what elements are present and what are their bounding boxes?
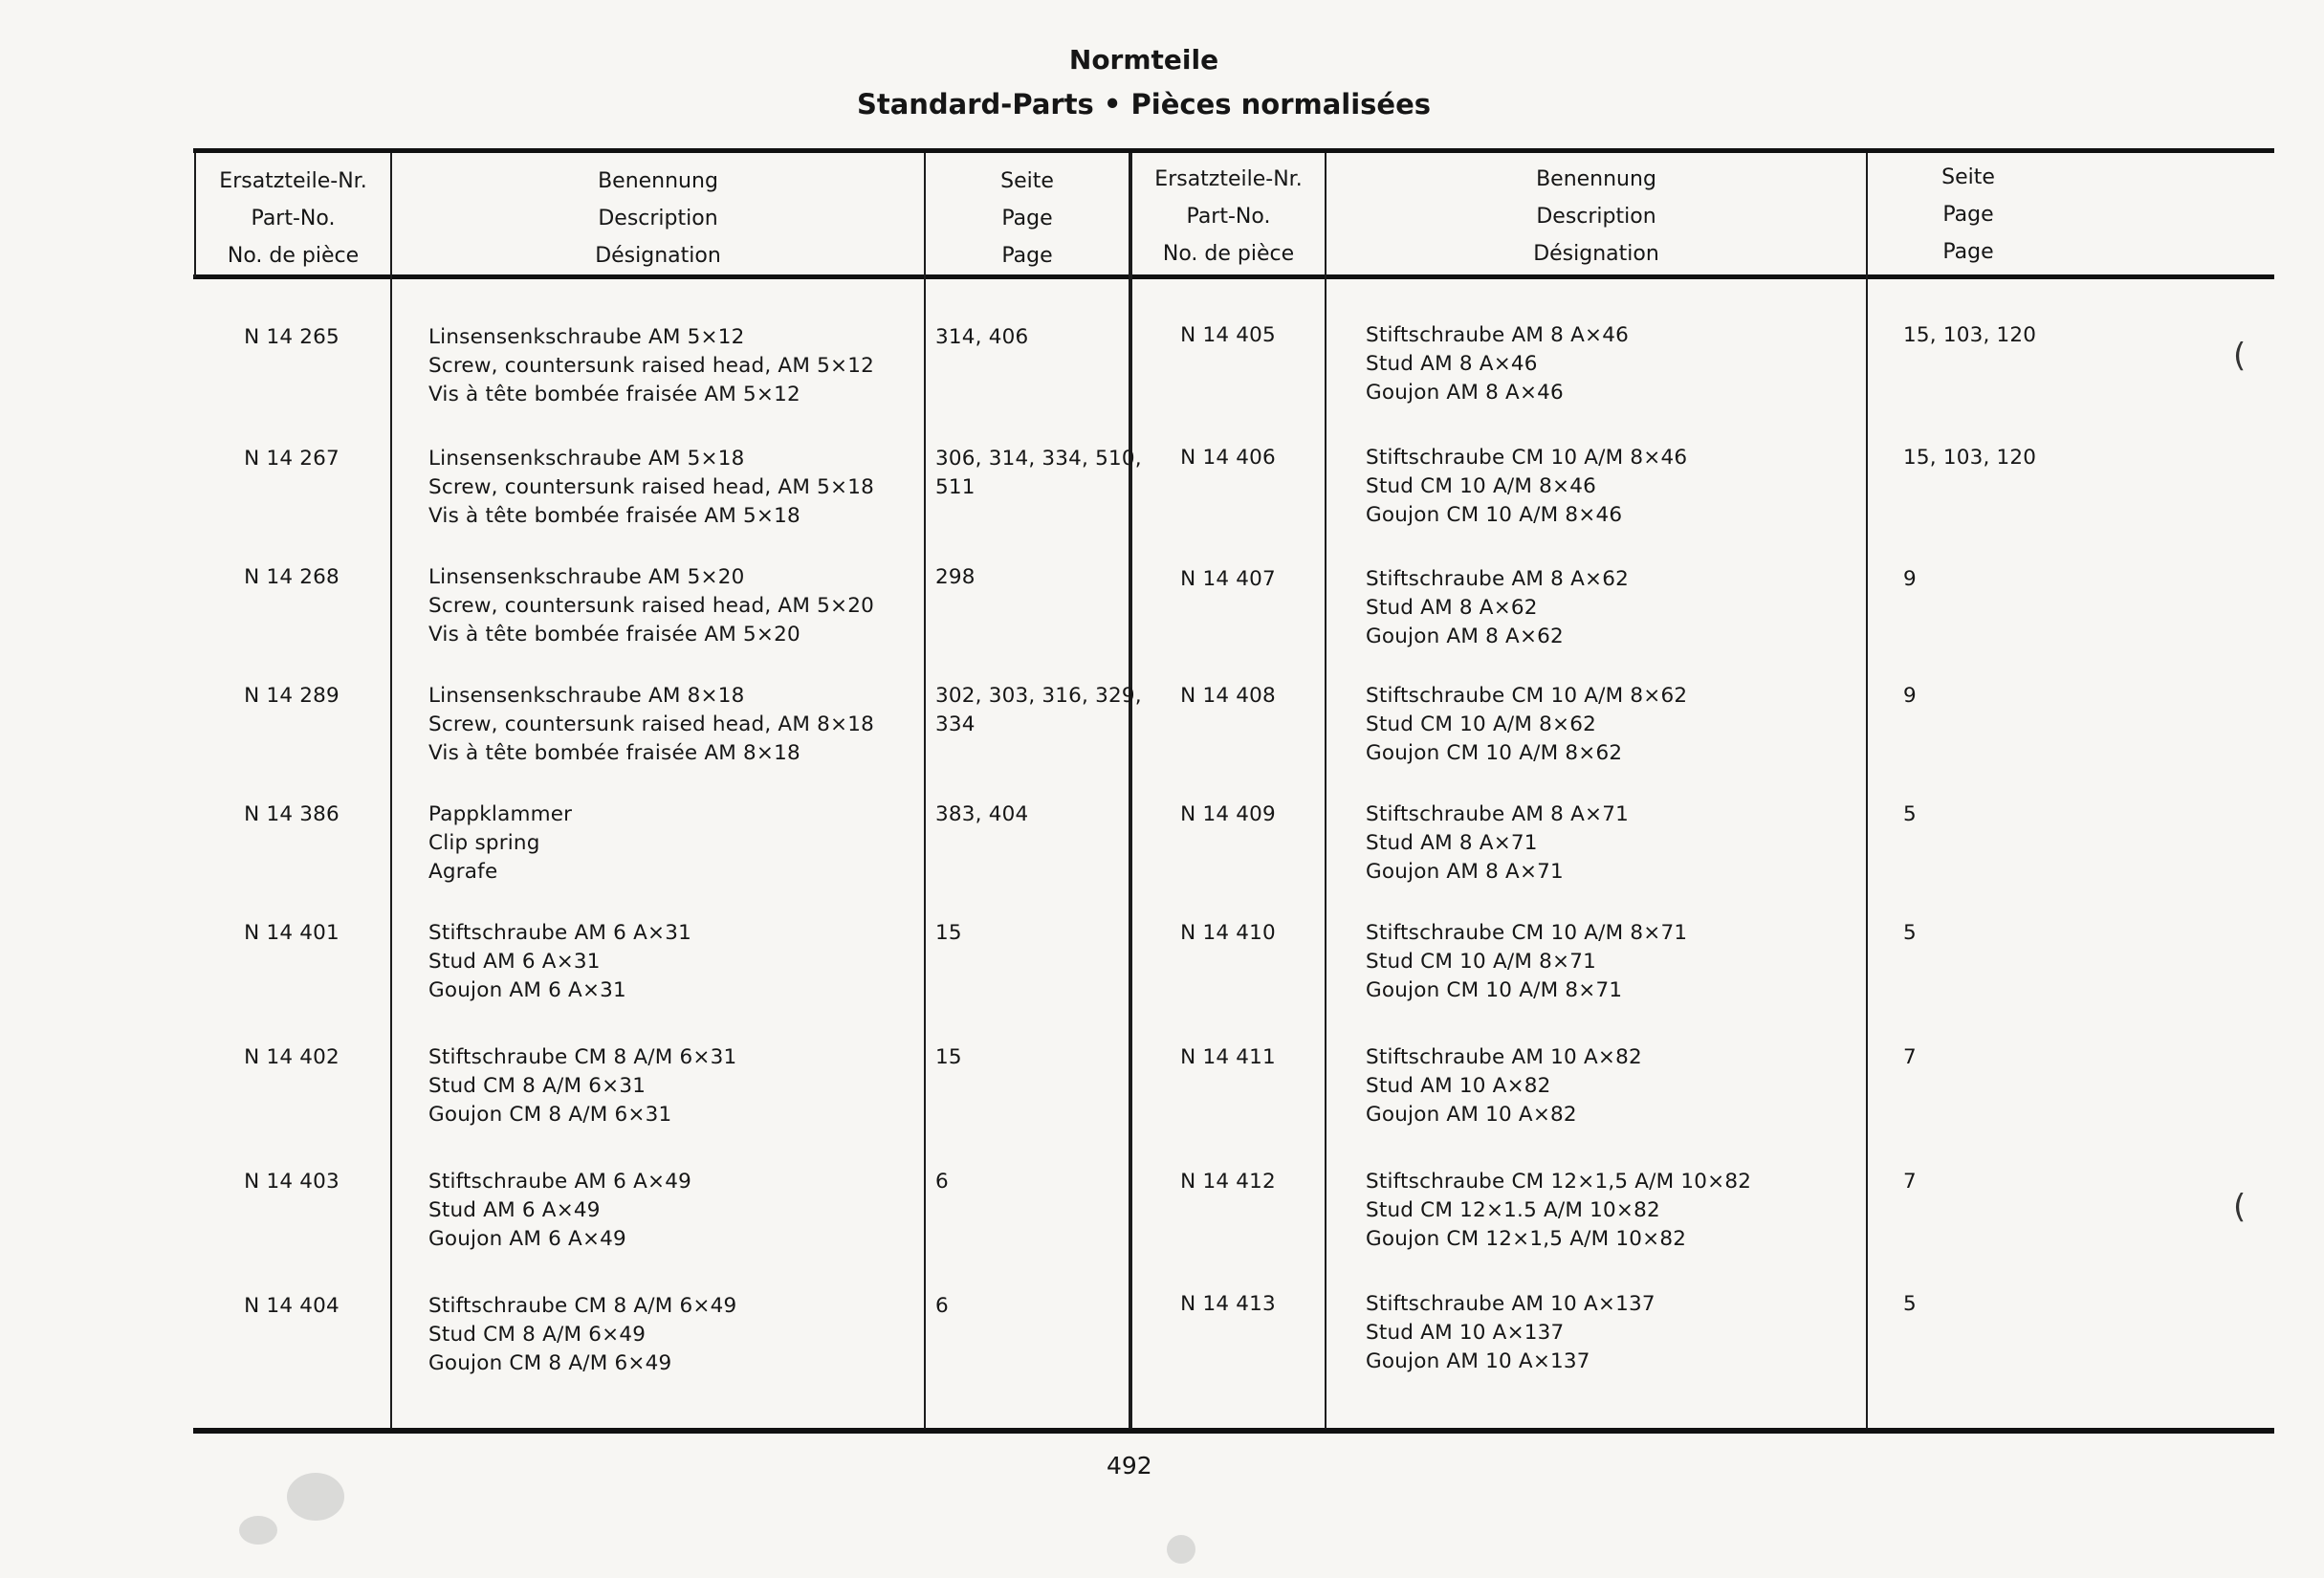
description-line: Goujon AM 6 A×31 [428, 978, 626, 1002]
description-line: Screw, countersunk raised head, AM 5×12 [428, 354, 874, 378]
part-number: N 14 408 [1180, 684, 1276, 708]
description-line: Pappklammer [428, 802, 573, 826]
description-line: Goujon CM 10 A/M 8×71 [1366, 978, 1623, 1002]
header-page-fr: Page [1001, 244, 1053, 268]
page-reference [1903, 1043, 1917, 1072]
description-line: Vis à tête bombée fraisée AM 5×20 [428, 623, 800, 647]
page-reference-line: 5 [1903, 802, 1917, 826]
part-number: N 14 409 [1180, 802, 1276, 826]
description-line: Stiftschraube AM 6 A×49 [428, 1170, 691, 1194]
header-bottom-rule [193, 274, 2274, 279]
page-reference-line: 15, 103, 120 [1903, 446, 2037, 470]
page-number: 492 [1107, 1452, 1152, 1479]
part-number: N 14 405 [1180, 323, 1276, 347]
part-number: N 14 401 [244, 921, 340, 945]
description-line: Stud AM 8 A×71 [1366, 831, 1538, 855]
page-reference [935, 1168, 949, 1196]
part-description [428, 1043, 736, 1129]
page-reference-line: 9 [1903, 684, 1917, 708]
page-reference [1903, 800, 1917, 829]
part-description [1366, 444, 1687, 530]
description-line: Goujon AM 6 A×49 [428, 1227, 626, 1251]
page-reference [935, 1292, 949, 1321]
description-line: Goujon CM 10 A/M 8×46 [1366, 503, 1623, 527]
column-divider [1325, 153, 1326, 1429]
description-line: Stud CM 8 A/M 6×49 [428, 1323, 647, 1347]
description-line: Agrafe [428, 860, 498, 884]
description-line: Stiftschraube CM 10 A/M 8×71 [1366, 921, 1688, 945]
description-line: Stiftschraube AM 10 A×82 [1366, 1045, 1642, 1069]
column-divider [390, 153, 392, 1429]
header-page-fr: Page [1942, 240, 1994, 264]
part-number: N 14 386 [244, 802, 340, 826]
description-line: Stud AM 10 A×82 [1366, 1074, 1551, 1098]
part-description [1366, 800, 1629, 887]
header-partno-fr: No. de pièce [227, 244, 360, 268]
description-line: Linsensenkschraube AM 5×18 [428, 447, 745, 471]
description-line: Stud AM 6 A×31 [428, 950, 601, 974]
table-top-rule [193, 148, 2274, 153]
description-line: Stiftschraube AM 8 A×46 [1366, 323, 1629, 347]
page-reference [935, 445, 1142, 502]
page-reference [935, 682, 1142, 739]
column-divider [1866, 153, 1868, 1429]
part-number: N 14 403 [244, 1170, 340, 1194]
part-description [1366, 321, 1629, 407]
page-reference-line: 511 [935, 475, 976, 499]
description-line: Stiftschraube CM 8 A/M 6×31 [428, 1045, 737, 1069]
description-line: Stiftschraube CM 8 A/M 6×49 [428, 1294, 737, 1318]
page-reference-line: 302, 303, 316, 329, [935, 684, 1142, 708]
description-line: Stud AM 6 A×49 [428, 1198, 601, 1222]
header-partno-right [1132, 161, 1325, 273]
part-number: N 14 410 [1180, 921, 1276, 945]
part-description [428, 682, 874, 768]
part-description [428, 800, 572, 887]
description-line: Stiftschraube AM 6 A×31 [428, 921, 691, 945]
header-page [926, 163, 1129, 274]
page-reference-line: 6 [935, 1294, 949, 1318]
page-reference-line: 383, 404 [935, 802, 1029, 826]
page-reference [935, 1043, 962, 1072]
page-reference [1903, 565, 1917, 594]
description-line: Linsensenkschraube AM 5×12 [428, 325, 745, 349]
description-line: Stud CM 10 A/M 8×46 [1366, 474, 1596, 498]
column-divider [924, 153, 926, 1429]
description-line: Stiftschraube CM 10 A/M 8×46 [1366, 446, 1688, 470]
page-reference-line: 334 [935, 712, 976, 736]
header-partno-de: Ersatzteile-Nr. [219, 169, 367, 193]
description-line: Screw, countersunk raised head, AM 5×20 [428, 594, 874, 618]
part-description [1366, 1168, 1751, 1254]
header-description-right [1326, 161, 1866, 273]
part-description [1366, 919, 1687, 1005]
part-number: N 14 411 [1180, 1045, 1276, 1069]
description-line: Linsensenkschraube AM 5×20 [428, 565, 745, 589]
part-number: N 14 267 [244, 447, 340, 471]
table-bottom-rule [193, 1428, 2274, 1434]
part-description [1366, 1290, 1655, 1376]
part-description [1366, 682, 1687, 768]
description-line: Goujon AM 8 A×46 [1366, 381, 1564, 405]
part-description [428, 919, 691, 1005]
description-line: Stud AM 8 A×62 [1366, 596, 1538, 620]
header-partno-de: Ersatzteile-Nr. [1154, 167, 1303, 191]
description-line: Stiftschraube AM 10 A×137 [1366, 1292, 1655, 1316]
header-page-de: Seite [1941, 165, 1995, 189]
description-line: Stud CM 12×1.5 A/M 10×82 [1366, 1198, 1660, 1222]
header-description-de: Benennung [1536, 167, 1656, 191]
page-reference-line: 15 [935, 921, 962, 945]
scan-mark: ( [2233, 337, 2247, 375]
header-partno [196, 163, 390, 274]
page-reference [1903, 321, 2036, 350]
part-number: N 14 413 [1180, 1292, 1276, 1316]
description-line: Stiftschraube AM 8 A×71 [1366, 802, 1629, 826]
part-number: N 14 265 [244, 325, 340, 349]
description-line: Stiftschraube AM 8 A×62 [1366, 567, 1629, 591]
description-line: Stud AM 10 A×137 [1366, 1321, 1565, 1345]
description-line: Goujon CM 12×1,5 A/M 10×82 [1366, 1227, 1687, 1251]
description-line: Goujon CM 8 A/M 6×31 [428, 1103, 672, 1127]
part-number: N 14 406 [1180, 446, 1276, 470]
part-description [428, 323, 874, 409]
scan-mark: ( [2233, 1188, 2247, 1226]
page-reference [935, 919, 962, 948]
part-description [428, 563, 874, 649]
page-reference-line: 9 [1903, 567, 1917, 591]
header-partno-en: Part-No. [251, 207, 336, 230]
description-line: Stiftschraube CM 12×1,5 A/M 10×82 [1366, 1170, 1752, 1194]
page-reference-line: 306, 314, 334, 510, [935, 447, 1142, 471]
page-reference-line: 7 [1903, 1170, 1917, 1194]
page-reference [1903, 682, 1917, 711]
scan-speck [239, 1516, 277, 1545]
description-line: Screw, countersunk raised head, AM 8×18 [428, 712, 874, 736]
description-line: Vis à tête bombée fraisée AM 5×12 [428, 383, 800, 406]
description-line: Goujon CM 8 A/M 6×49 [428, 1351, 672, 1375]
part-description [1366, 565, 1629, 651]
part-number: N 14 412 [1180, 1170, 1276, 1194]
page-reference-line: 6 [935, 1170, 949, 1194]
description-line: Goujon AM 10 A×137 [1366, 1349, 1590, 1373]
header-page-de: Seite [1000, 169, 1054, 193]
part-number: N 14 404 [244, 1294, 340, 1318]
header-partno-en: Part-No. [1186, 205, 1271, 229]
description-line: Stud CM 10 A/M 8×71 [1366, 950, 1596, 974]
page-reference-line: 314, 406 [935, 325, 1029, 349]
page-reference-line: 7 [1903, 1045, 1917, 1069]
header-description-fr: Désignation [595, 244, 721, 268]
part-number: N 14 402 [244, 1045, 340, 1069]
page-reference-line: 15, 103, 120 [1903, 323, 2037, 347]
header-description-de: Benennung [598, 169, 718, 193]
page-reference [1903, 444, 2036, 472]
description-line: Vis à tête bombée fraisée AM 8×18 [428, 741, 800, 765]
page-reference-line: 298 [935, 565, 976, 589]
description-line: Goujon AM 8 A×71 [1366, 860, 1564, 884]
part-description [428, 1168, 691, 1254]
part-number: N 14 407 [1180, 567, 1276, 591]
page-reference [935, 563, 976, 592]
page-reference-line: 5 [1903, 921, 1917, 945]
page-reference [935, 800, 1028, 829]
description-line: Clip spring [428, 831, 540, 855]
header-description [392, 163, 924, 274]
description-line: Vis à tête bombée fraisée AM 5×18 [428, 504, 800, 528]
page-reference [1903, 919, 1917, 948]
description-line: Screw, countersunk raised head, AM 5×18 [428, 475, 874, 499]
page-title: Normteile [1068, 44, 1219, 76]
part-number: N 14 289 [244, 684, 340, 708]
part-description [1366, 1043, 1642, 1129]
description-line: Stiftschraube CM 10 A/M 8×62 [1366, 684, 1688, 708]
header-description-fr: Désignation [1533, 242, 1659, 266]
page-subtitle: Standard-Parts • Pièces normalisées [856, 88, 1432, 121]
page-reference [1903, 1168, 1917, 1196]
page-reference-line: 15 [935, 1045, 962, 1069]
description-line: Goujon CM 10 A/M 8×62 [1366, 741, 1623, 765]
header-description-en: Description [598, 207, 718, 230]
description-line: Linsensenkschraube AM 8×18 [428, 684, 745, 708]
description-line: Goujon AM 8 A×62 [1366, 625, 1564, 648]
page-reference-line: 5 [1903, 1292, 1917, 1316]
description-line: Stud CM 8 A/M 6×31 [428, 1074, 647, 1098]
description-line: Stud AM 8 A×46 [1366, 352, 1538, 376]
scan-speck [287, 1473, 344, 1521]
scan-speck [1167, 1535, 1195, 1564]
page-reference [1903, 1290, 1917, 1319]
part-description [428, 1292, 736, 1378]
description-line: Stud CM 10 A/M 8×62 [1366, 712, 1596, 736]
part-number: N 14 268 [244, 565, 340, 589]
page-reference [935, 323, 1028, 352]
header-page-en: Page [1942, 203, 1994, 227]
header-partno-fr: No. de pièce [1162, 242, 1295, 266]
header-page-right [1868, 159, 2069, 271]
description-line: Goujon AM 10 A×82 [1366, 1103, 1577, 1127]
header-page-en: Page [1001, 207, 1053, 230]
header-description-en: Description [1536, 205, 1656, 229]
part-description [428, 445, 874, 531]
